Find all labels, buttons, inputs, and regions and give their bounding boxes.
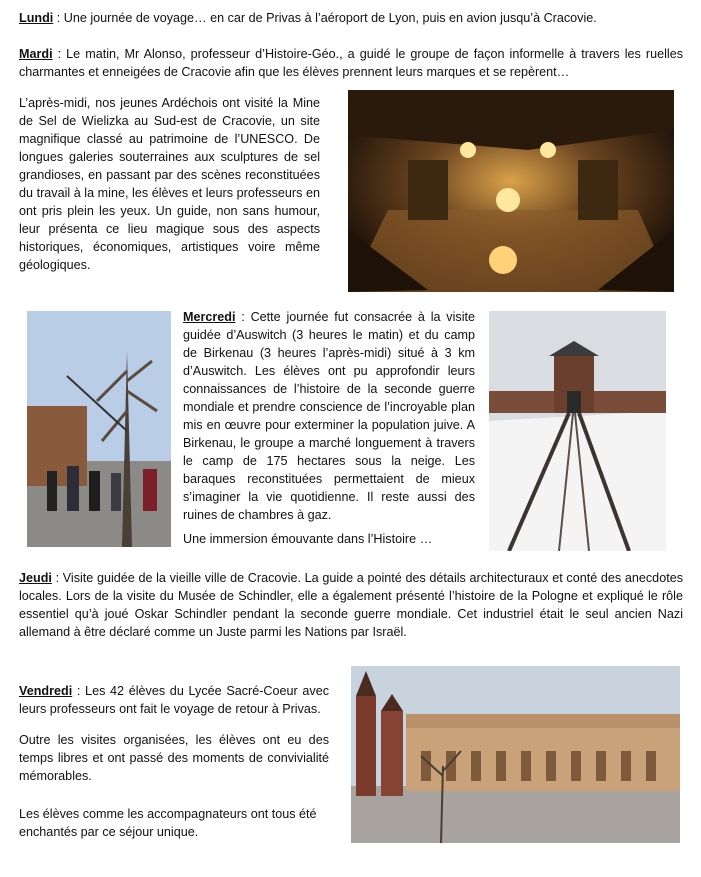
mardi-text: : Le matin, Mr Alonso, professeur d’Histoire-Géo., a guidé le groupe de façon informelle à travers les ruelles charmantes et enneigées de Cracovie afin que les élèves prennent leurs marques et se repèrent… bbox=[19, 47, 683, 79]
lundi-text: : Une journée de voyage… en car de Privas à l’aéroport de Lyon, puis en avion jusqu’à Cracovie. bbox=[53, 11, 597, 25]
mardi-paragraph bbox=[19, 45, 683, 81]
mercredi-heading: Mercredi bbox=[183, 310, 236, 324]
vendredi-text: : Les 42 élèves du Lycée Sacré-Coeur avec leurs professeurs ont fait le voyage de retour à Privas. bbox=[19, 684, 329, 716]
mercredi-closing: Une immersion émouvante dans l’Histoire … bbox=[183, 532, 433, 546]
lundi-heading: Lundi bbox=[19, 11, 54, 25]
jeudi-text: : Visite guidée de la vieille ville de Cracovie. La guide a pointé des détails architecturaux et conté des anecdotes locales. Lors de la visite du Musée de Schindler, elle a également présenté l’histoire de la Pologne et expliqué le rôle essentiel qu’à joué Oskar Schindler pendant la seconde guerre mondiale. Cet industriel était le seul ancien Nazi allemand à être déclaré comme un Juste parmi les Nations par Israël. bbox=[19, 571, 683, 639]
salt-mine-photo bbox=[348, 90, 674, 292]
krakow-square-photo bbox=[351, 666, 680, 843]
mercredi-text: : Cette journée fut consacrée à la visite guidée d’Auswitch (3 heures le matin) et du camp de Birkenau (3 heures l’après-midi) situé à 3 km d’Auswitch. Les élèves ont pu approfondir leurs connaissances de l’histoire de la seconde guerre mondiale et prendre conscience de l’incroyable plan mis en œuvre pour exterminer la population juive. A Birkenau, le groupe a marché longuement à travers le camp de 175 hectares sous la neige. Les baraques reconstituées permettaient de mieux s’imaginer la vie quotidienne. Il reste aussi des ruines de chambres à gaz. bbox=[183, 310, 475, 522]
vendredi-heading: Vendredi bbox=[19, 684, 73, 698]
mardi-afternoon-paragraph: L’après-midi, nos jeunes Ardéchois ont visité la Mine de Sel de Wielizka au Sud-est de Cracovie, un site magnifique classé au patrimoine de l’UNESCO. De longues galeries souterraines aux sculptures de sel grandioses, en passant par des scènes reconstituées du travail à la mine, les élèves et leurs professeurs en ont pris plein les yeux. Un guide, non sans humour, leur présenta ce lieu magique sous des aspects historiques, économiques, artistiques voire même géologiques. bbox=[19, 96, 320, 272]
vendredi-paragraph-3: Les élèves comme les accompagnateurs ont tous été enchantés par ce séjour unique. bbox=[19, 807, 317, 839]
mardi-heading: Mardi bbox=[19, 47, 53, 61]
vendredi-paragraph-2: Outre les visites organisées, les élèves ont eu des temps libres et ont passé des moments de convivialité mémorables. bbox=[19, 733, 329, 783]
jeudi-paragraph bbox=[19, 569, 683, 641]
jeudi-heading: Jeudi bbox=[19, 571, 52, 585]
lundi-paragraph bbox=[19, 9, 683, 27]
mercredi-paragraph bbox=[183, 308, 475, 524]
auschwitz-gate-photo bbox=[27, 311, 171, 547]
birkenau-photo bbox=[489, 311, 666, 551]
vendredi-paragraph bbox=[19, 682, 329, 718]
